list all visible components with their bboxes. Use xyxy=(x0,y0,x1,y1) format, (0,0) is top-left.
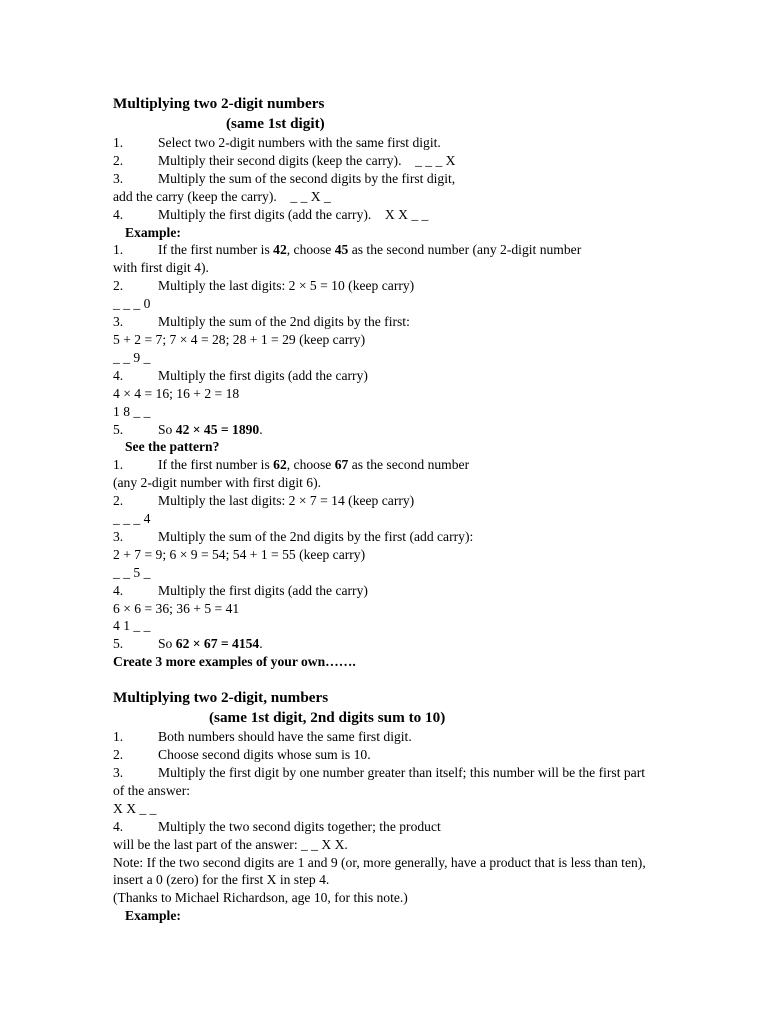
ex1-step-4-result: 1 8 _ _ xyxy=(113,403,151,419)
s2-example-label: Example: xyxy=(125,908,181,924)
step-2: 2. Multiply their second digits (keep the carry). _ _ _ X xyxy=(113,152,456,168)
s2-step-4: 4. Multiply the two second digits together; the product xyxy=(113,818,441,834)
section1-subtitle: (same 1st digit) xyxy=(226,115,325,132)
ex2-step-3-result: _ _ 5 _ xyxy=(113,564,151,580)
example-label: Example: xyxy=(125,224,181,240)
ex2-step-4: 4. Multiply the first digits (add the carry) xyxy=(113,582,368,598)
ex1-step-3-calc: 5 + 2 = 7; 7 × 4 = 28; 28 + 1 = 29 (keep carry) xyxy=(113,331,366,347)
ex2-step-4-result: 4 1 _ _ xyxy=(113,618,151,634)
step-3: 3. Multiply the sum of the second digits by the first digit, xyxy=(113,170,456,186)
ex2-step-2: 2. Multiply the last digits: 2 × 7 = 14 (keep carry) xyxy=(113,493,415,509)
ex1-step-3-result: _ _ 9 _ xyxy=(113,349,151,365)
s2-step-2: 2. Choose second digits whose sum is 10. xyxy=(113,747,371,763)
s2-step-1: 1. Both numbers should have the same first digit. xyxy=(113,729,412,745)
s2-step-3-result: X X _ _ xyxy=(113,800,157,816)
ex2-step-1: 1. If the first number is 62, choose 67 as the second number xyxy=(113,457,470,473)
section2-subtitle: (same 1st digit, 2nd digits sum to 10) xyxy=(209,709,446,727)
s2-note: Note: If the two second digits are 1 and 9 (or, more generally, have a product that is less than ten), insert a 0 (zero) for the first X in step 4. xyxy=(113,854,646,888)
section2-title: Multiplying two 2-digit, numbers xyxy=(113,689,329,707)
ex1-step-4: 4. Multiply the first digits (add the carry) xyxy=(113,367,368,383)
pattern-label: See the pattern? xyxy=(125,439,220,455)
step-1: 1. Select two 2-digit numbers with the same first digit. xyxy=(113,135,441,150)
ex2-step-4-calc: 6 × 6 = 36; 36 + 5 = 41 xyxy=(113,600,240,616)
step-3-cont: add the carry (keep the carry). _ _ X _ xyxy=(113,188,331,204)
document-content xyxy=(113,94,653,925)
ex2-step-2-result: _ _ _ 4 xyxy=(113,511,151,527)
ex1-step-4-calc: 4 × 4 = 16; 16 + 2 = 18 xyxy=(113,385,240,401)
ex1-step-5: 5. So 42 × 45 = 1890. xyxy=(113,421,263,437)
ex2-step-1-cont: (any 2-digit number with first digit 6). xyxy=(113,475,322,491)
create-examples-prompt: Create 3 more examples of your own……. xyxy=(113,654,356,670)
ex2-step-3-calc: 2 + 7 = 9; 6 × 9 = 54; 54 + 1 = 55 (keep carry) xyxy=(113,546,366,562)
ex1-step-3: 3. Multiply the sum of the 2nd digits by the first: xyxy=(113,314,410,330)
section1-title: Multiplying two 2-digit numbers xyxy=(113,95,325,112)
s2-step-3: 3. Multiply the first digit by one number greater than itself; this number will be the first part of the answer: xyxy=(113,765,646,798)
ex1-step-1: 1. If the first number is 42, choose 45 as the second number (any 2-digit number xyxy=(113,242,582,258)
ex1-step-2-result: _ _ _ 0 xyxy=(113,296,151,312)
s2-step-4-cont: will be the last part of the answer: _ _ X X. xyxy=(113,836,348,852)
ex1-step-2: 2. Multiply the last digits: 2 × 5 = 10 (keep carry) xyxy=(113,278,415,294)
ex2-step-3: 3. Multiply the sum of the 2nd digits by the first (add carry): xyxy=(113,528,474,544)
step-4: 4. Multiply the first digits (add the carry). X X _ _ xyxy=(113,206,429,222)
ex2-step-5: 5. So 62 × 67 = 4154. xyxy=(113,636,263,652)
s2-thanks: (Thanks to Michael Richardson, age 10, for this note.) xyxy=(113,890,408,906)
ex1-step-1-cont: with first digit 4). xyxy=(113,260,209,276)
